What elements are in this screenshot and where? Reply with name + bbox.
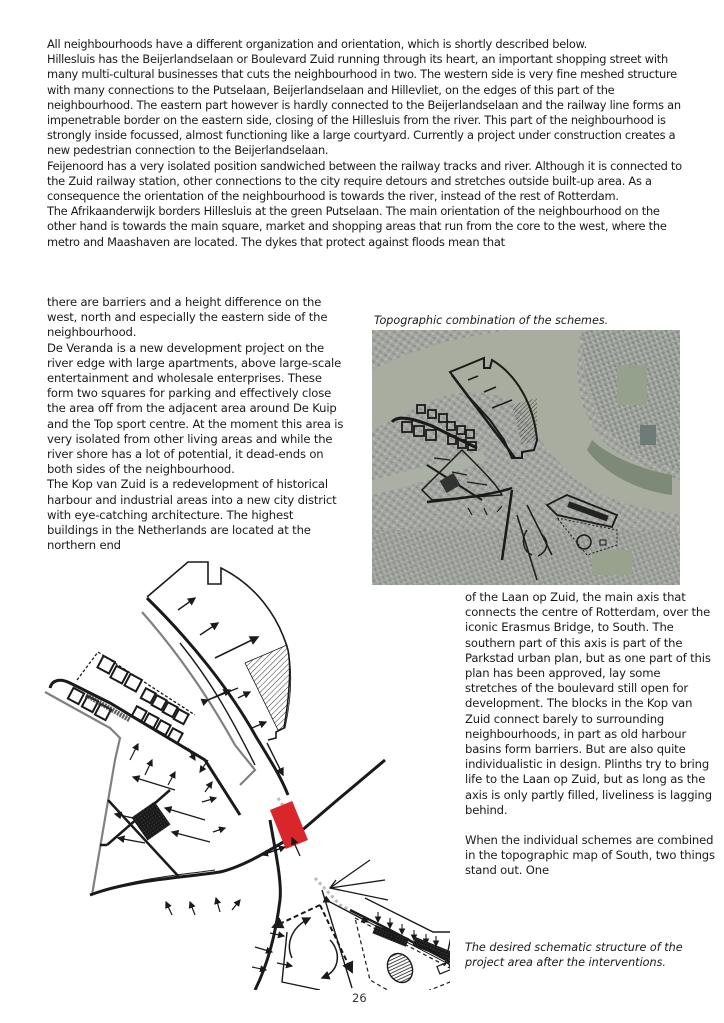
paragraph-kop-van-zuid: The Kop van Zuid is a redevelopment of historical harbour and industrial areas into a new city district with eye-catching architecture. The highest buildings in the Netherlands are located at the northern end bbox=[47, 477, 337, 553]
page-number: 26 bbox=[352, 991, 367, 1005]
right-column-text bbox=[465, 590, 715, 879]
schematic-structure-diagram bbox=[30, 560, 450, 990]
left-column-text bbox=[47, 295, 347, 553]
caption-schematic: The desired schematic structure of the project area after the interventions. bbox=[465, 941, 683, 969]
paragraph-afrikaanderwijk-cont: there are barriers and a height difference on the west, north and especially the eastern side of the neighbourhood. bbox=[47, 295, 328, 340]
paragraph-afrikaanderwijk: The Afrikaanderwijk borders Hillesluis at the green Putselaan. The main orientation of the neighbourhood on the other hand is towards the main square, market and shopping areas that run from the core to the west, where the metro and Maashaven are located. The dykes that protect against floods mean that bbox=[47, 204, 667, 249]
caption-topographic: Topographic combination of the schemes. bbox=[374, 314, 609, 327]
aerial-topographic-map bbox=[372, 330, 680, 585]
paragraph-hillesluis: Hillesluis has the Beijerlandselaan or Boulevard Zuid running through its heart, an important shopping street with many multi-cultural businesses that cuts the neighbourhood in two. The western side is very fine meshed structure with many connections to the Putselaan, Beijerlandselaan and Hillevliet, on the edges of this part of the neighbourhood. The eastern part however is hardly connected to the Beijerlandselaan and the railway line forms an impenetrable border on the eastern side, closing of the Hillesluis from the river. This part of the neighbourhood is strongly inside focussed, almost functioning like a large courtyard. Currently a project under construction creates a new pedestrian connection to the Beijerlandselaan. bbox=[47, 52, 681, 158]
paragraph-de-veranda: De Veranda is a new development project on the river edge with large apartments, above large-scale entertainment and wholesale enterprises. These form two squares for parking and effectively close the area off from the adjacent area around De Kuip and the Top sport centre. At the moment this area is very isolated from other living areas and while the river shore has a lot of potential, it dead-ends on both sides of the neighbourhood. bbox=[47, 340, 344, 477]
paragraph-combined-schemes: When the individual schemes are combined in the topographic map of South, two things stand out. One bbox=[465, 833, 715, 878]
top-text-block bbox=[47, 37, 687, 250]
paragraph-intro: All neighbourhoods have a different organization and orientation, which is shortly described below. bbox=[47, 37, 588, 51]
paragraph-feijenoord: Feijenoord has a very isolated position sandwiched between the railway tracks and river. Although it is connected to the Zuid railway station, other connections to the city require detours and stretches outside built-up area. As a consequence the orientation of the neighbourhood is towards the river, instead of the rest of Rotterdam. bbox=[47, 158, 682, 204]
paragraph-laan-op-zuid: of the Laan op Zuid, the main axis that connects the centre of Rotterdam, over the iconic Erasmus Bridge, to South. The southern part of this axis is part of the Parkstad urban plan, but as one part of this plan has been approved, lay some stretches of the boulevard still open for development. The blocks in the Kop van Zuid connect barely to surrounding neighbourhoods, in part as old harbour basins form barriers. But are also quite individualistic in design. Plinths try to bring life to the Laan op Zuid, but as long as the axis is only partly filled, liveliness is lagging behind. bbox=[465, 590, 712, 817]
